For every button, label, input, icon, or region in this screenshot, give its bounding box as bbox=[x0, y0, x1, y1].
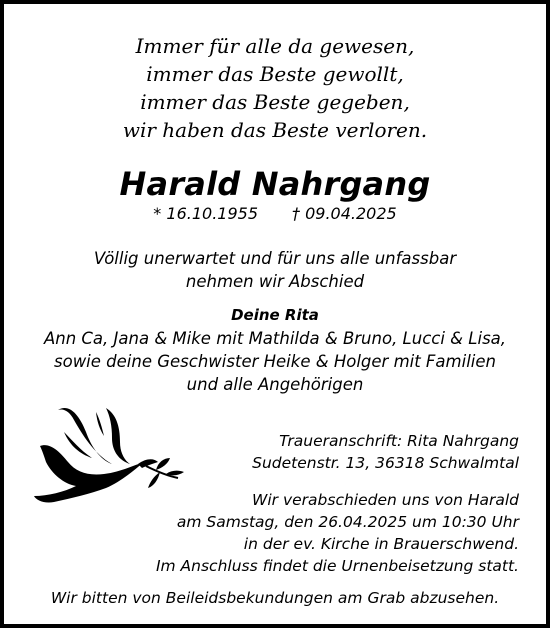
service-line: Im Anschluss findet die Urnenbeisetzung statt. bbox=[155, 557, 519, 575]
primary-mourner: Deine Rita bbox=[231, 306, 319, 324]
death-date: † 09.04.2025 bbox=[292, 204, 397, 223]
birth-date: * 16.10.1955 bbox=[153, 204, 258, 223]
mourner-line: Ann Ca, Jana & Mike mit Mathilda & Bruno, Lucci & Lisa, bbox=[43, 329, 507, 348]
life-dates bbox=[4, 203, 546, 225]
poem-line: immer das Beste gegeben, bbox=[140, 90, 410, 114]
intro-line: Völlig unerwartet und für uns alle unfassbar bbox=[93, 249, 457, 268]
address-line: Traueranschrift: Rita Nahrgang bbox=[279, 432, 519, 450]
poem-line: wir haben das Beste verloren. bbox=[122, 118, 428, 142]
service-line: Wir verabschieden uns von Harald bbox=[252, 491, 519, 509]
poem-line: immer das Beste gewollt, bbox=[146, 62, 404, 86]
mourner-line: und alle Angehörigen bbox=[186, 375, 364, 394]
condolence-request: Wir bitten von Beileidsbekundungen am Grab abzusehen. bbox=[50, 589, 500, 607]
address-line: Sudetenstr. 13, 36318 Schwalmtal bbox=[252, 454, 519, 472]
mourning-address bbox=[252, 430, 519, 474]
service-line: am Samstag, den 26.04.2025 um 10:30 Uhr bbox=[176, 513, 519, 531]
poem-line: Immer für alle da gewesen, bbox=[135, 34, 415, 58]
memorial-poem bbox=[4, 32, 546, 144]
deceased-name: Harald Nahrgang bbox=[119, 165, 431, 203]
mourners-block bbox=[4, 304, 546, 396]
farewell-intro bbox=[4, 247, 546, 293]
intro-line: nehmen wir Abschied bbox=[185, 272, 365, 291]
service-line: in der ev. Kirche in Brauerschwend. bbox=[243, 535, 519, 553]
service-details bbox=[156, 489, 519, 577]
mourner-line: sowie deine Geschwister Heike & Holger mit Familien bbox=[54, 352, 496, 371]
